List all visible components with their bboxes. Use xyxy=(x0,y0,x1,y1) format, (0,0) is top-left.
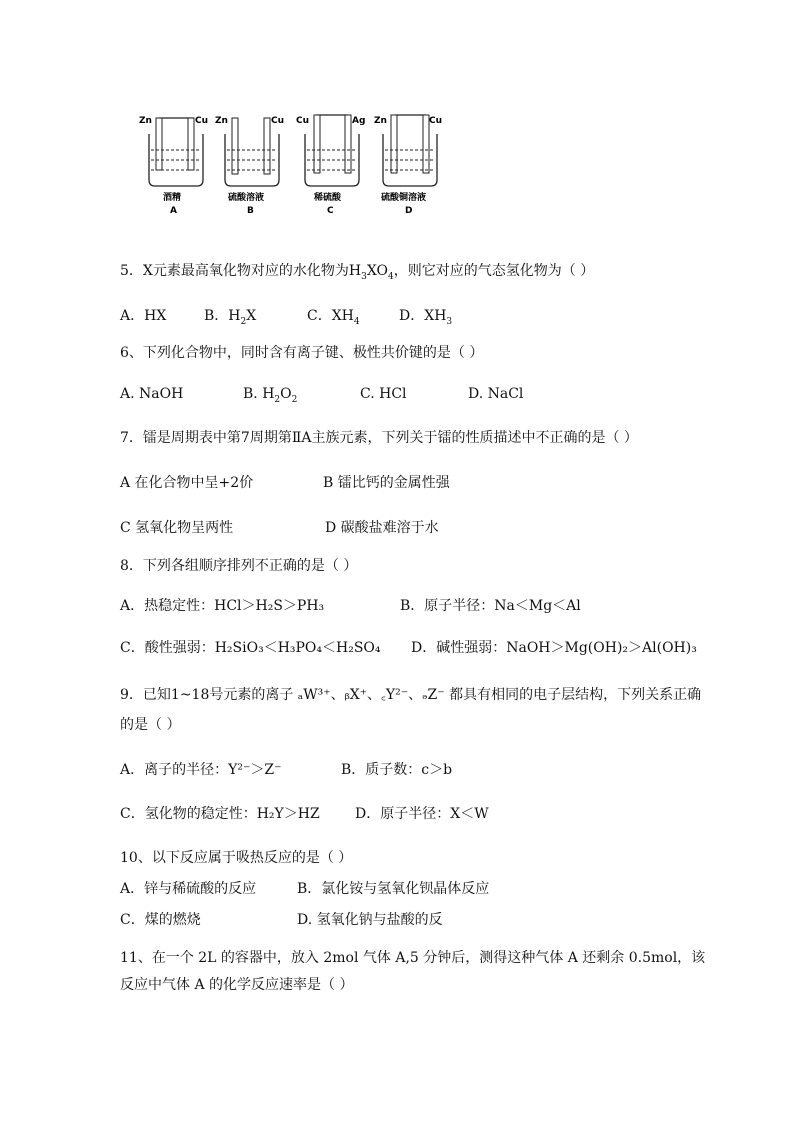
q6-option-c: C. HCl xyxy=(360,386,407,402)
cell-c-right-metal: Ag xyxy=(352,116,366,126)
q11-stem-line1: 11、在一个 2L 的容器中，放入 2mol 气体 A,5 分钟后，测得这种气体 A 还剩余 0.5mol，该 xyxy=(120,950,706,966)
q8-option-c: C．酸性强弱：H₂SiO₃＜H₃PO₄＜H₂SO₄ xyxy=(120,640,381,656)
cell-a-letter: A xyxy=(170,206,177,216)
cell-a-right-metal: Cu xyxy=(195,116,209,126)
q7-stem: 7．镭是周期表中第7周期第ⅡA主族元素，下列关于镭的性质描述中不正确的是（ ） xyxy=(120,430,638,446)
cell-d-right-metal: Cu xyxy=(429,116,443,126)
electrochemical-cells-figure xyxy=(137,112,447,222)
q7-option-a: A 在化合物中呈+2价 xyxy=(120,475,254,491)
q6-option-d: D. NaCl xyxy=(468,386,524,402)
q7-option-b: B 镭比钙的金属性强 xyxy=(323,475,450,491)
q10-option-d: D. 氢氧化钠与盐酸的反 xyxy=(297,912,443,928)
cell-d-solution: 硫酸铜溶液 xyxy=(381,193,427,203)
q11-stem-line2: 反应中气体 A 的化学反应速率是（ ） xyxy=(120,977,354,993)
q5-option-b: B．$H_2X$ xyxy=(204,308,257,327)
q9-option-d: D．原子半径：X＜W xyxy=(355,806,489,822)
q10-option-a: A．锌与稀硫酸的反应 xyxy=(120,881,257,897)
q8-stem: 8．下列各组顺序排列不正确的是（ ） xyxy=(120,558,358,574)
cell-d-letter: D xyxy=(405,206,413,216)
cell-c xyxy=(296,115,365,216)
q8-option-d: D．碱性强弱：NaOH＞Mg(OH)₂＞Al(OH)₃ xyxy=(411,640,697,656)
q10-option-c: C．煤的燃烧 xyxy=(120,912,201,928)
q10-stem: 10、以下反应属于吸热反应的是（ ） xyxy=(120,850,353,866)
q6-option-b: B. $H_2O_2$ xyxy=(243,386,298,405)
cell-d xyxy=(374,115,442,216)
cell-a xyxy=(139,116,208,216)
cell-c-letter: C xyxy=(327,206,334,216)
cell-c-left-metal: Cu xyxy=(296,116,310,126)
q10-option-b: B．氯化铵与氢氧化钡晶体反应 xyxy=(297,881,490,897)
q5-option-d: D．$XH_3$ xyxy=(399,308,453,327)
cell-b-right-metal: Cu xyxy=(271,116,285,126)
q5-stem: 5．X元素最高氧化物对应的水化物为$H_3XO_4$，则它对应的气态氢化物为（ ） xyxy=(120,263,595,282)
cell-a-left-metal: Zn xyxy=(139,116,152,126)
cell-b xyxy=(215,116,284,216)
cell-a-solution: 酒精 xyxy=(163,193,182,203)
cell-c-solution: 稀硫酸 xyxy=(314,193,342,203)
q9-option-a: A．离子的半径：Y²⁻＞Z⁻ xyxy=(120,762,282,778)
q5-option-a: A．HX xyxy=(120,308,167,324)
cell-d-left-metal: Zn xyxy=(374,116,387,126)
q6-stem: 6、下列化合物中，同时含有离子键、极性共价键的是（ ） xyxy=(120,345,484,361)
q7-option-d: D 碳酸盐难溶于水 xyxy=(325,520,439,536)
cell-b-solution: 硫酸溶液 xyxy=(228,193,265,203)
q8-option-b: B．原子半径：Na＜Mg＜Al xyxy=(400,598,581,614)
q8-option-a: A．热稳定性：HCl＞H₂S＞PH₃ xyxy=(120,598,325,614)
cell-b-left-metal: Zn xyxy=(215,116,228,126)
q9-option-c: C．氢化物的稳定性：H₂Y＞HZ xyxy=(120,806,320,822)
q9-stem-line2: 的是（ ） xyxy=(120,717,181,733)
q6-option-a: A. NaOH xyxy=(120,386,184,402)
q7-option-c: C 氢氧化物呈两性 xyxy=(120,520,234,536)
q9-option-b: B．质子数：c＞b xyxy=(341,762,453,778)
q9-stem-line1: 9．已知1~18号元素的离子 ₐW³⁺、ᵦX⁺、꜀Y²⁻、ₔZ⁻ 都具有相同的电子层结构，下列关系正确 xyxy=(120,687,702,703)
q5-option-c: C．$XH_4$ xyxy=(307,308,360,327)
cell-b-letter: B xyxy=(247,206,254,216)
